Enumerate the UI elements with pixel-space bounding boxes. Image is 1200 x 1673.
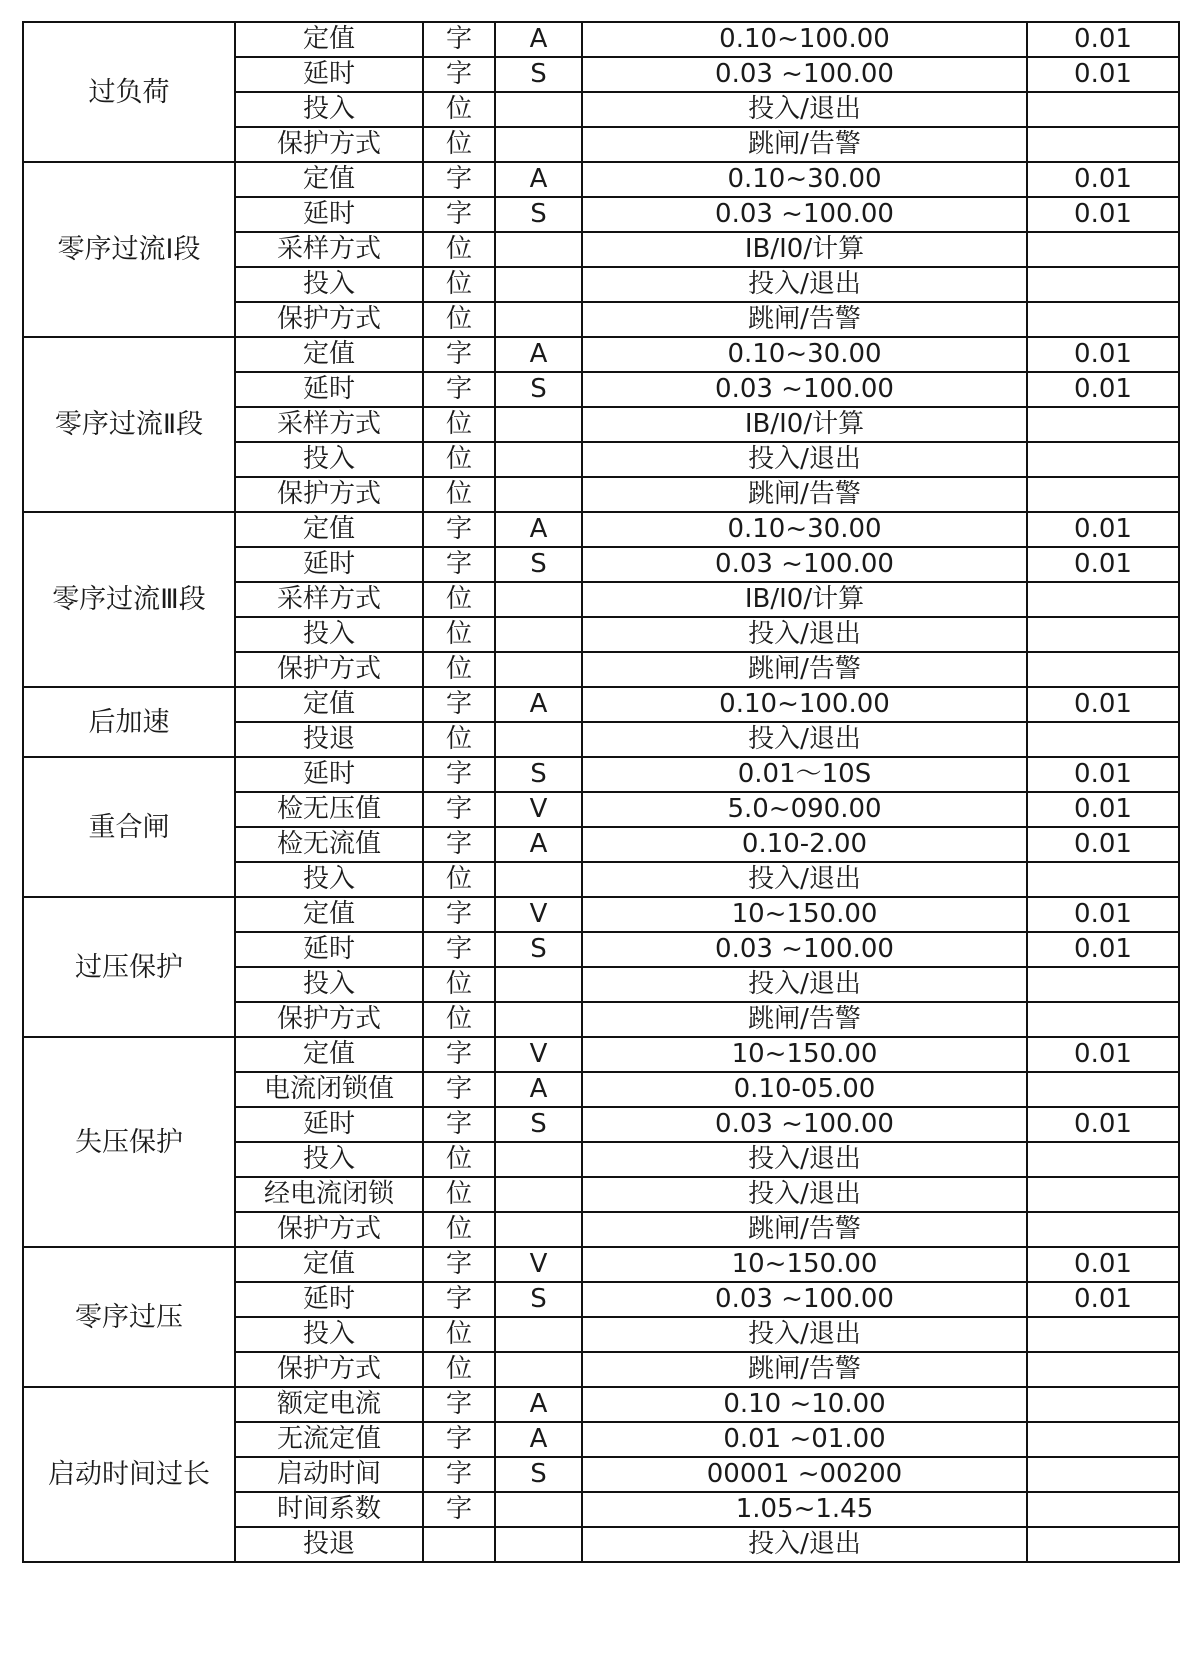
- data-type-cell: 位: [423, 582, 495, 617]
- table-row: [23, 687, 1179, 722]
- range-cell: 0.01 ~01.00: [582, 1422, 1027, 1457]
- step-cell: [1027, 1527, 1179, 1562]
- step-cell: 0.01: [1027, 1037, 1179, 1072]
- param-name-cell: 延时: [235, 197, 423, 232]
- range-cell: 0.03 ~100.00: [582, 547, 1027, 582]
- param-name-cell: 投入: [235, 1317, 423, 1352]
- param-name-cell: 投入: [235, 442, 423, 477]
- step-cell: 0.01: [1027, 372, 1179, 407]
- range-cell: 0.10~30.00: [582, 162, 1027, 197]
- data-type-cell: 字: [423, 792, 495, 827]
- range-cell: 投入/退出: [582, 442, 1027, 477]
- group-name-cell: 零序过流Ⅱ段: [23, 337, 235, 512]
- param-name-cell: 延时: [235, 932, 423, 967]
- range-cell: IB/I0/计算: [582, 407, 1027, 442]
- data-type-cell: 字: [423, 827, 495, 862]
- step-cell: [1027, 582, 1179, 617]
- unit-cell: V: [495, 897, 582, 932]
- step-cell: 0.01: [1027, 1247, 1179, 1282]
- range-cell: 跳闸/告警: [582, 1212, 1027, 1247]
- step-cell: 0.01: [1027, 512, 1179, 547]
- unit-cell: [495, 1002, 582, 1037]
- range-cell: 0.10~100.00: [582, 22, 1027, 57]
- step-cell: [1027, 1492, 1179, 1527]
- param-name-cell: 投入: [235, 1142, 423, 1177]
- unit-cell: [495, 722, 582, 757]
- range-cell: IB/I0/计算: [582, 232, 1027, 267]
- param-name-cell: 采样方式: [235, 232, 423, 267]
- step-cell: 0.01: [1027, 197, 1179, 232]
- unit-cell: [495, 1492, 582, 1527]
- step-cell: [1027, 652, 1179, 687]
- unit-cell: S: [495, 57, 582, 92]
- range-cell: 10~150.00: [582, 1037, 1027, 1072]
- table-row: [23, 337, 1179, 372]
- range-cell: 投入/退出: [582, 267, 1027, 302]
- data-type-cell: 字: [423, 1247, 495, 1282]
- step-cell: [1027, 862, 1179, 897]
- param-name-cell: 定值: [235, 687, 423, 722]
- range-cell: 0.10~30.00: [582, 512, 1027, 547]
- step-cell: [1027, 442, 1179, 477]
- param-name-cell: 投入: [235, 862, 423, 897]
- param-name-cell: 延时: [235, 547, 423, 582]
- data-type-cell: 位: [423, 232, 495, 267]
- data-type-cell: 位: [423, 617, 495, 652]
- group-name-cell: 过负荷: [23, 22, 235, 162]
- range-cell: 跳闸/告警: [582, 477, 1027, 512]
- param-name-cell: 额定电流: [235, 1387, 423, 1422]
- step-cell: 0.01: [1027, 792, 1179, 827]
- data-type-cell: 位: [423, 407, 495, 442]
- range-cell: IB/I0/计算: [582, 582, 1027, 617]
- data-type-cell: 位: [423, 92, 495, 127]
- data-type-cell: 字: [423, 1422, 495, 1457]
- unit-cell: [495, 652, 582, 687]
- step-cell: 0.01: [1027, 162, 1179, 197]
- data-type-cell: 字: [423, 932, 495, 967]
- param-name-cell: 投入: [235, 967, 423, 1002]
- unit-cell: A: [495, 22, 582, 57]
- param-name-cell: 定值: [235, 1247, 423, 1282]
- param-name-cell: 延时: [235, 1282, 423, 1317]
- table-row: [23, 22, 1179, 57]
- param-name-cell: 采样方式: [235, 407, 423, 442]
- data-type-cell: 字: [423, 162, 495, 197]
- data-type-cell: 字: [423, 512, 495, 547]
- step-cell: [1027, 302, 1179, 337]
- param-name-cell: 定值: [235, 337, 423, 372]
- data-type-cell: 位: [423, 1352, 495, 1387]
- range-cell: 投入/退出: [582, 1142, 1027, 1177]
- data-type-cell: 位: [423, 127, 495, 162]
- table-row: [23, 1387, 1179, 1422]
- param-name-cell: 时间系数: [235, 1492, 423, 1527]
- param-name-cell: 定值: [235, 22, 423, 57]
- step-cell: [1027, 1352, 1179, 1387]
- unit-cell: V: [495, 792, 582, 827]
- unit-cell: [495, 582, 582, 617]
- unit-cell: S: [495, 372, 582, 407]
- param-name-cell: 投退: [235, 1527, 423, 1562]
- range-cell: 0.03 ~100.00: [582, 372, 1027, 407]
- data-type-cell: 字: [423, 57, 495, 92]
- range-cell: 投入/退出: [582, 862, 1027, 897]
- step-cell: 0.01: [1027, 827, 1179, 862]
- step-cell: [1027, 232, 1179, 267]
- param-name-cell: 保护方式: [235, 1212, 423, 1247]
- param-name-cell: 定值: [235, 1037, 423, 1072]
- data-type-cell: 位: [423, 1002, 495, 1037]
- param-name-cell: 保护方式: [235, 127, 423, 162]
- data-type-cell: 字: [423, 897, 495, 932]
- unit-cell: [495, 232, 582, 267]
- unit-cell: S: [495, 1107, 582, 1142]
- range-cell: 5.0~090.00: [582, 792, 1027, 827]
- param-name-cell: 保护方式: [235, 302, 423, 337]
- unit-cell: [495, 1212, 582, 1247]
- data-type-cell: 字: [423, 1037, 495, 1072]
- table-row: [23, 512, 1179, 547]
- step-cell: [1027, 267, 1179, 302]
- unit-cell: [495, 1317, 582, 1352]
- param-name-cell: 启动时间: [235, 1457, 423, 1492]
- range-cell: 0.03 ~100.00: [582, 932, 1027, 967]
- range-cell: 投入/退出: [582, 1177, 1027, 1212]
- unit-cell: A: [495, 1072, 582, 1107]
- group-name-cell: 后加速: [23, 687, 235, 757]
- unit-cell: [495, 127, 582, 162]
- data-type-cell: [423, 1527, 495, 1562]
- unit-cell: A: [495, 512, 582, 547]
- param-name-cell: 检无压值: [235, 792, 423, 827]
- step-cell: 0.01: [1027, 932, 1179, 967]
- range-cell: 投入/退出: [582, 967, 1027, 1002]
- step-cell: [1027, 127, 1179, 162]
- group-name-cell: 零序过流Ⅲ段: [23, 512, 235, 687]
- data-type-cell: 字: [423, 197, 495, 232]
- data-type-cell: 位: [423, 1212, 495, 1247]
- table-row: [23, 1037, 1179, 1072]
- group-name-cell: 零序过压: [23, 1247, 235, 1387]
- range-cell: 跳闸/告警: [582, 302, 1027, 337]
- range-cell: 10~150.00: [582, 897, 1027, 932]
- unit-cell: [495, 862, 582, 897]
- param-name-cell: 延时: [235, 372, 423, 407]
- step-cell: [1027, 1422, 1179, 1457]
- unit-cell: [495, 92, 582, 127]
- unit-cell: [495, 617, 582, 652]
- range-cell: 0.10 ~10.00: [582, 1387, 1027, 1422]
- table-row: [23, 897, 1179, 932]
- unit-cell: [495, 1527, 582, 1562]
- param-name-cell: 保护方式: [235, 477, 423, 512]
- unit-cell: S: [495, 757, 582, 792]
- table-row: [23, 162, 1179, 197]
- step-cell: [1027, 407, 1179, 442]
- step-cell: [1027, 617, 1179, 652]
- data-type-cell: 位: [423, 1317, 495, 1352]
- step-cell: [1027, 477, 1179, 512]
- step-cell: 0.01: [1027, 757, 1179, 792]
- step-cell: [1027, 1142, 1179, 1177]
- data-type-cell: 字: [423, 757, 495, 792]
- unit-cell: S: [495, 1282, 582, 1317]
- data-type-cell: 位: [423, 967, 495, 1002]
- unit-cell: [495, 1177, 582, 1212]
- step-cell: [1027, 1457, 1179, 1492]
- step-cell: [1027, 967, 1179, 1002]
- data-type-cell: 位: [423, 722, 495, 757]
- step-cell: 0.01: [1027, 687, 1179, 722]
- data-type-cell: 位: [423, 652, 495, 687]
- unit-cell: [495, 302, 582, 337]
- data-type-cell: 字: [423, 1107, 495, 1142]
- range-cell: 投入/退出: [582, 722, 1027, 757]
- param-name-cell: 投入: [235, 92, 423, 127]
- settings-table-body: [23, 22, 1179, 1562]
- param-name-cell: 投入: [235, 617, 423, 652]
- unit-cell: A: [495, 827, 582, 862]
- unit-cell: [495, 967, 582, 1002]
- param-name-cell: 采样方式: [235, 582, 423, 617]
- param-name-cell: 电流闭锁值: [235, 1072, 423, 1107]
- step-cell: 0.01: [1027, 1282, 1179, 1317]
- range-cell: 0.03 ~100.00: [582, 57, 1027, 92]
- range-cell: 0.10-2.00: [582, 827, 1027, 862]
- param-name-cell: 保护方式: [235, 652, 423, 687]
- range-cell: 投入/退出: [582, 1317, 1027, 1352]
- data-type-cell: 位: [423, 267, 495, 302]
- param-name-cell: 投入: [235, 267, 423, 302]
- range-cell: 投入/退出: [582, 1527, 1027, 1562]
- data-type-cell: 位: [423, 1177, 495, 1212]
- step-cell: [1027, 1212, 1179, 1247]
- data-type-cell: 位: [423, 302, 495, 337]
- step-cell: 0.01: [1027, 22, 1179, 57]
- step-cell: [1027, 1072, 1179, 1107]
- group-name-cell: 重合闸: [23, 757, 235, 897]
- table-row: [23, 757, 1179, 792]
- range-cell: 跳闸/告警: [582, 1352, 1027, 1387]
- data-type-cell: 位: [423, 442, 495, 477]
- data-type-cell: 位: [423, 1142, 495, 1177]
- range-cell: 1.05~1.45: [582, 1492, 1027, 1527]
- param-name-cell: 定值: [235, 162, 423, 197]
- step-cell: [1027, 1002, 1179, 1037]
- range-cell: 0.03 ~100.00: [582, 1107, 1027, 1142]
- range-cell: 跳闸/告警: [582, 652, 1027, 687]
- param-name-cell: 经电流闭锁: [235, 1177, 423, 1212]
- range-cell: 投入/退出: [582, 617, 1027, 652]
- unit-cell: S: [495, 1457, 582, 1492]
- group-name-cell: 启动时间过长: [23, 1387, 235, 1562]
- range-cell: 0.03 ~100.00: [582, 197, 1027, 232]
- step-cell: [1027, 92, 1179, 127]
- step-cell: 0.01: [1027, 897, 1179, 932]
- data-type-cell: 字: [423, 1457, 495, 1492]
- group-name-cell: 零序过流Ⅰ段: [23, 162, 235, 337]
- unit-cell: S: [495, 547, 582, 582]
- unit-cell: A: [495, 1422, 582, 1457]
- data-type-cell: 位: [423, 862, 495, 897]
- data-type-cell: 字: [423, 22, 495, 57]
- param-name-cell: 定值: [235, 512, 423, 547]
- param-name-cell: 保护方式: [235, 1002, 423, 1037]
- data-type-cell: 位: [423, 477, 495, 512]
- group-name-cell: 过压保护: [23, 897, 235, 1037]
- unit-cell: [495, 442, 582, 477]
- step-cell: [1027, 722, 1179, 757]
- range-cell: 0.03 ~100.00: [582, 1282, 1027, 1317]
- step-cell: 0.01: [1027, 547, 1179, 582]
- unit-cell: A: [495, 337, 582, 372]
- range-cell: 跳闸/告警: [582, 1002, 1027, 1037]
- unit-cell: S: [495, 197, 582, 232]
- data-type-cell: 字: [423, 547, 495, 582]
- data-type-cell: 字: [423, 1387, 495, 1422]
- unit-cell: A: [495, 162, 582, 197]
- unit-cell: V: [495, 1037, 582, 1072]
- unit-cell: V: [495, 1247, 582, 1282]
- data-type-cell: 字: [423, 337, 495, 372]
- table-row: [23, 1247, 1179, 1282]
- range-cell: 0.10~100.00: [582, 687, 1027, 722]
- param-name-cell: 延时: [235, 57, 423, 92]
- step-cell: 0.01: [1027, 337, 1179, 372]
- data-type-cell: 字: [423, 372, 495, 407]
- param-name-cell: 投退: [235, 722, 423, 757]
- unit-cell: [495, 1142, 582, 1177]
- param-name-cell: 检无流值: [235, 827, 423, 862]
- range-cell: 跳闸/告警: [582, 127, 1027, 162]
- param-name-cell: 定值: [235, 897, 423, 932]
- group-name-cell: 失压保护: [23, 1037, 235, 1247]
- protection-settings-table: [22, 21, 1180, 1563]
- unit-cell: A: [495, 1387, 582, 1422]
- data-type-cell: 字: [423, 1492, 495, 1527]
- range-cell: 10~150.00: [582, 1247, 1027, 1282]
- param-name-cell: 无流定值: [235, 1422, 423, 1457]
- step-cell: [1027, 1317, 1179, 1352]
- range-cell: 0.01～10S: [582, 757, 1027, 792]
- step-cell: 0.01: [1027, 1107, 1179, 1142]
- step-cell: 0.01: [1027, 57, 1179, 92]
- data-type-cell: 字: [423, 1282, 495, 1317]
- param-name-cell: 保护方式: [235, 1352, 423, 1387]
- step-cell: [1027, 1177, 1179, 1212]
- unit-cell: [495, 477, 582, 512]
- unit-cell: [495, 407, 582, 442]
- range-cell: 0.10~30.00: [582, 337, 1027, 372]
- data-type-cell: 字: [423, 687, 495, 722]
- data-type-cell: 字: [423, 1072, 495, 1107]
- param-name-cell: 延时: [235, 1107, 423, 1142]
- unit-cell: [495, 1352, 582, 1387]
- step-cell: [1027, 1387, 1179, 1422]
- unit-cell: S: [495, 932, 582, 967]
- range-cell: 投入/退出: [582, 92, 1027, 127]
- param-name-cell: 延时: [235, 757, 423, 792]
- range-cell: 0.10-05.00: [582, 1072, 1027, 1107]
- unit-cell: [495, 267, 582, 302]
- unit-cell: A: [495, 687, 582, 722]
- range-cell: 00001 ~00200: [582, 1457, 1027, 1492]
